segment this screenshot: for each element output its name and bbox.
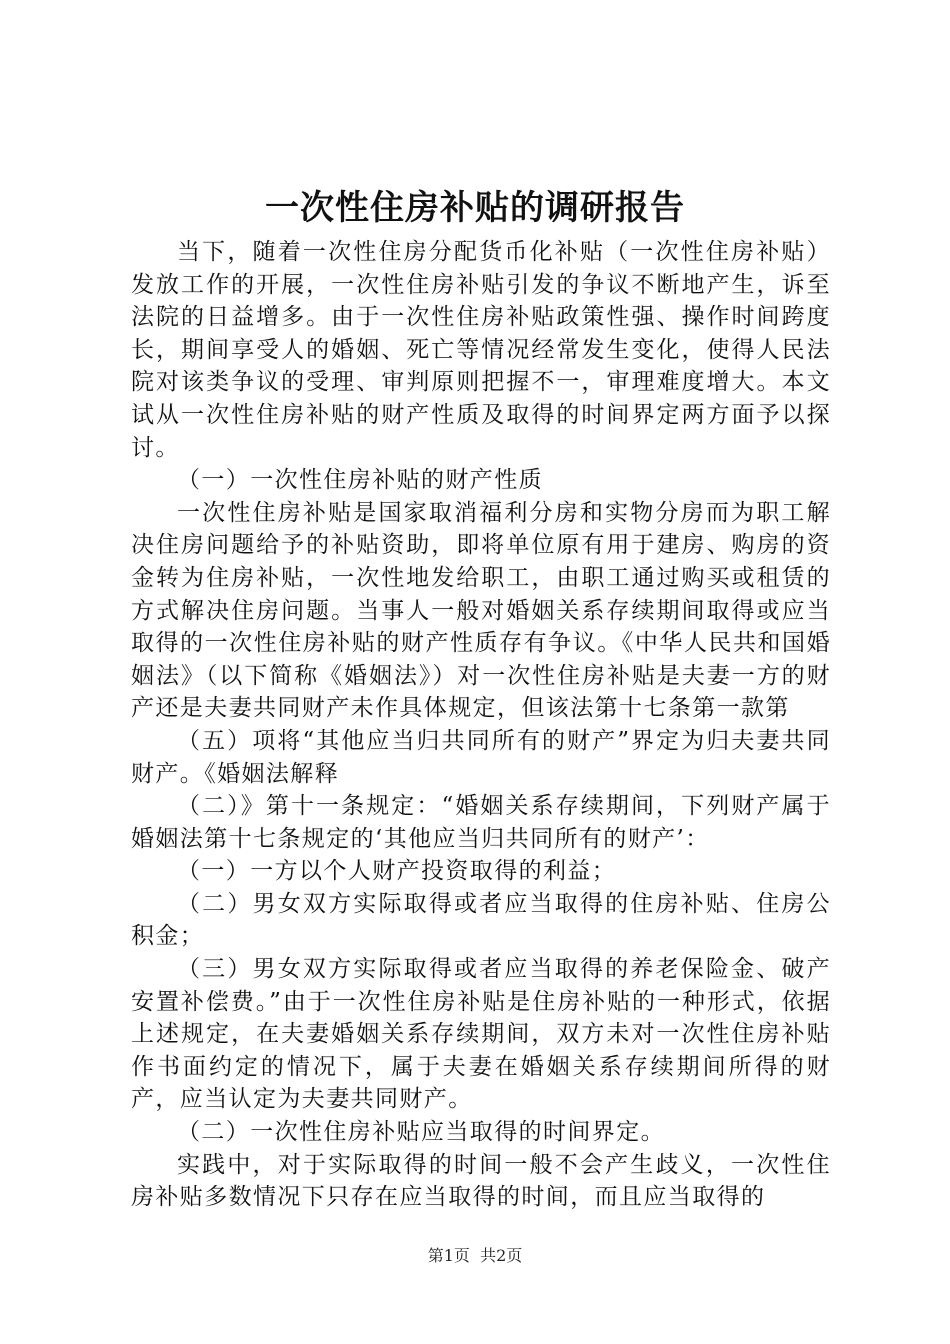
page-number: 第1页 bbox=[427, 1246, 470, 1265]
list-item-two: （二）男女双方实际取得或者应当取得的住房补贴、住房公积金； bbox=[131, 890, 831, 950]
document-body bbox=[131, 236, 831, 1214]
paragraph-interpretation-two: （二）》第十一条规定：“婚姻关系存续期间，下列财产属于婚姻法第十七条规定的‘其他应当归共同所有的财产’： bbox=[131, 793, 831, 852]
page-footer bbox=[0, 1245, 950, 1267]
paragraph-item-five: （五）项将“其他应当归共同所有的财产”界定为归夫妻共同财产。《婚姻法解释 bbox=[131, 727, 831, 787]
document-title: 一次性住房补贴的调研报告 bbox=[265, 188, 685, 228]
paragraph-practice: 实践中，对于实际取得的时间一般不会产生歧义，一次性住房补贴多数情况下只存在应当取得的时间，而且应当取得的 bbox=[131, 1151, 831, 1211]
paragraph-property-nature: 一次性住房补贴是国家取消福利分房和实物分房而为职工解决住房问题给予的补贴资助，即将单位原有用于建房、购房的资金转为住房补贴，一次性地发给职工，由职工通过购买或租赁的方式解决住房问题。当事人一般对婚姻关系存续期间取得或应当取得的一次性住房补贴的财产性质存有争议。《中华人民共和国婚姻法》（以下简称《婚姻法》）对一次性住房补贴是夫妻一方的财产还是夫妻共同财产未作具体规定，但该法第十七条第一款第 bbox=[131, 499, 831, 722]
paragraph-intro: 当下，随着一次性住房分配货币化补贴（一次性住房补贴）发放工作的开展，一次性住房补贴引发的争议不断地产生，诉至法院的日益增多。由于一次性住房补贴政策性强、操作时间跨度长，期间享受人的婚姻、死亡等情况经常发生变化，使得人民法院对该类争议的受理、审判原则把握不一，审理难度增大。本文试从一次性住房补贴的财产性质及取得的时间界定两方面予以探讨。 bbox=[131, 239, 831, 461]
section-heading-property-nature: （一）一次性住房补贴的财产性质 bbox=[177, 467, 543, 494]
list-item-three: （三）男女双方实际取得或者应当取得的养老保险金、破产安置补偿费。”由于一次性住房补贴是住房补贴的一种形式，依据上述规定，在夫妻婚姻关系存续期间，双方未对一次性住房补贴作书面约定的情况下，属于夫妻在婚姻关系存续期间所得的财产，应当认定为夫妻共同财产。 bbox=[131, 956, 831, 1113]
section-heading-time-definition: （二）一次性住房补贴应当取得的时间界定。 bbox=[177, 1119, 665, 1146]
page-total: 共2页 bbox=[480, 1246, 523, 1265]
list-item-one: （一）一方以个人财产投资取得的利益； bbox=[177, 858, 617, 885]
